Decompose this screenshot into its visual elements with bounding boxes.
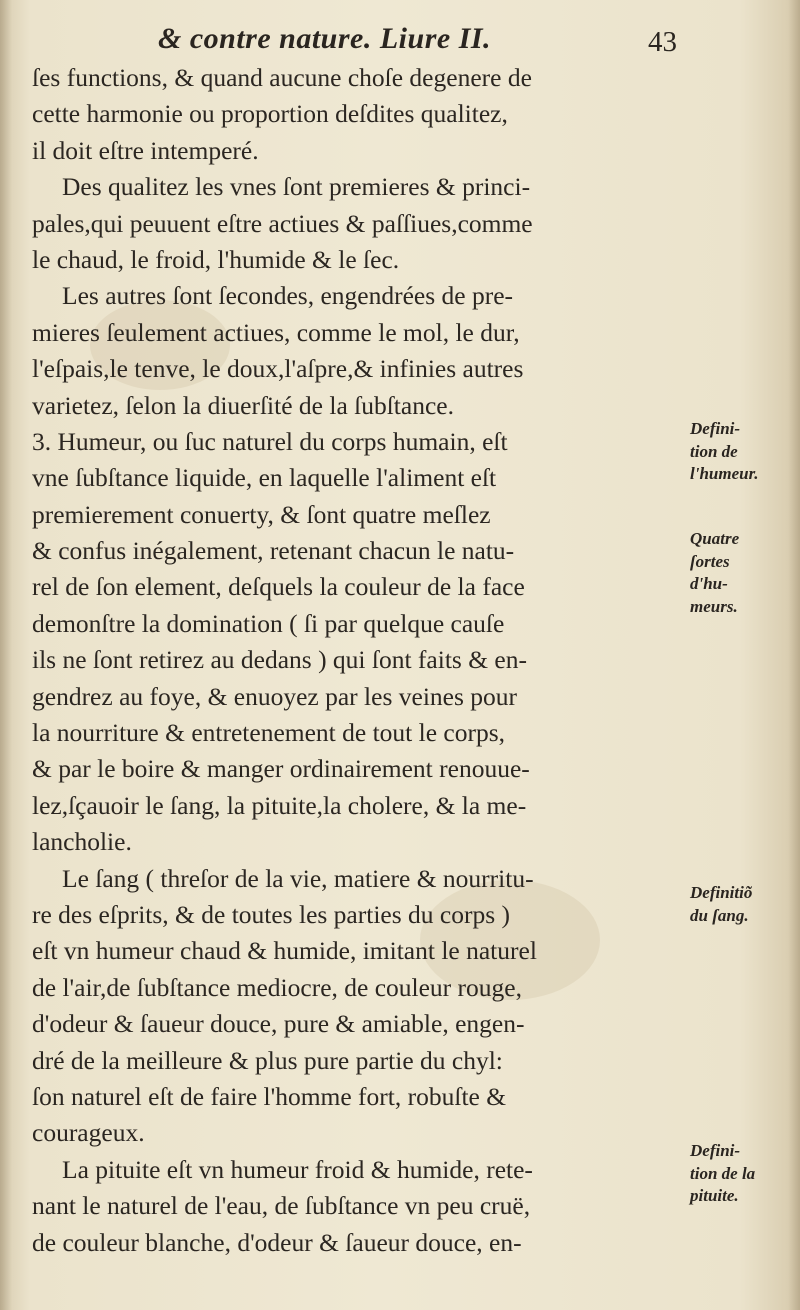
margin-note-line: tion de la (690, 1163, 756, 1183)
text-line: l'eſpais,le tenve, le doux,l'aſpre,& infinies autres (32, 354, 524, 384)
margin-note-line: l'humeur. (690, 464, 759, 483)
margin-note-line: pituite. (690, 1186, 739, 1205)
margin-note-line: Quatre (690, 529, 740, 548)
text-line: courageux. (32, 1118, 145, 1148)
text-line: ils ne ſont retirez au dedans ) qui ſont faits & en- (32, 645, 527, 675)
margin-note-line: Definitiõ (690, 883, 753, 902)
text-line: nant le naturel de l'eau, de ſubſtance vn peu cruë, (32, 1191, 531, 1221)
text-line: varietez, ſelon la diuerſité de la ſubſtance. (32, 390, 454, 420)
text-line: pales,qui peuuent eſtre actiues & paſſiues,comme (32, 208, 533, 238)
margin-note-pituite (690, 1140, 800, 1208)
running-title: & contre nature. Liure II. (158, 22, 492, 55)
text-line: le chaud, le froid, l'humide & le ſec. (32, 244, 400, 274)
margin-note-line: Defini- (690, 1141, 741, 1160)
paragraph-start-line: Des qualitez les vnes ſont premieres & princi- (62, 172, 531, 202)
text-line: demonſtre la domination ( ſi par quelque cauſe (32, 608, 505, 638)
text-line: la nourriture & entretenement de tout le corps, (32, 718, 505, 748)
paragraph-start-line: Les autres ſont ſecondes, engendrées de pre- (62, 281, 514, 311)
margin-note-sang (690, 882, 800, 927)
margin-note-quatre-sortes (690, 528, 800, 618)
margin-note-line: d'hu- (690, 574, 728, 593)
margin-note-line: Defini- (690, 419, 741, 438)
text-line: & confus inégalement, retenant chacun le natu- (32, 536, 515, 566)
text-line: ſes functions, & quand aucune choſe degenere de (32, 63, 532, 92)
text-line: lez,ſçauoir le ſang, la pituite,la cholere, & la me- (32, 790, 527, 820)
margin-note-line: ſortes (690, 551, 730, 571)
body-text (32, 60, 692, 1261)
text-line: vne ſubſtance liquide, en laquelle l'aliment eſt (32, 463, 497, 493)
margin-note-line: meurs. (690, 596, 738, 616)
text-line: il doit eſtre intemperé. (32, 135, 259, 165)
paragraph-start-line: Le ſang ( threſor de la vie, matiere & nourritu- (62, 863, 534, 893)
left-edge-shadow (0, 0, 12, 1310)
page-number: 43 (648, 26, 677, 58)
text-line: gendrez au foye, & enuoyez par les veines pour (32, 681, 518, 711)
margin-note-line: du ſang. (690, 905, 749, 925)
margin-note-line: tion de (690, 441, 738, 461)
text-line: re des eſprits, & de toutes les parties du corps ) (32, 899, 511, 929)
text-line: eſt vn humeur chaud & humide, imitant le naturel (32, 936, 537, 966)
margin-note-humeur (690, 418, 800, 486)
text-line: rel de ſon element, deſquels la couleur de la face (32, 572, 525, 602)
text-line: de couleur blanche, d'odeur & ſaueur douce, en- (32, 1227, 522, 1257)
text-line: lancholie. (32, 827, 132, 857)
text-line: mieres ſeulement actiues, comme le mol, le dur, (32, 317, 520, 347)
text-line: dré de la meilleure & plus pure partie du chyl: (32, 1045, 503, 1075)
text-line: cette harmonie ou proportion deſdites qualitez, (32, 99, 508, 129)
paragraph-start-line: La pituite eſt vn humeur froid & humide, rete- (62, 1154, 533, 1184)
text-line: de l'air,de ſubſtance mediocre, de couleur rouge, (32, 972, 522, 1002)
text-line: & par le boire & manger ordinairement renouue- (32, 754, 530, 784)
text-line: d'odeur & ſaueur douce, pure & amiable, engen- (32, 1009, 525, 1039)
right-edge-shadow (788, 0, 800, 1310)
text-line: ſon naturel eſt de faire l'homme fort, robuſte & (32, 1081, 507, 1111)
text-line: 3. Humeur, ou ſuc naturel du corps humain, eſt (32, 426, 508, 456)
text-line: premierement conuerty, & ſont quatre meſlez (32, 499, 491, 529)
page-header (0, 22, 800, 62)
